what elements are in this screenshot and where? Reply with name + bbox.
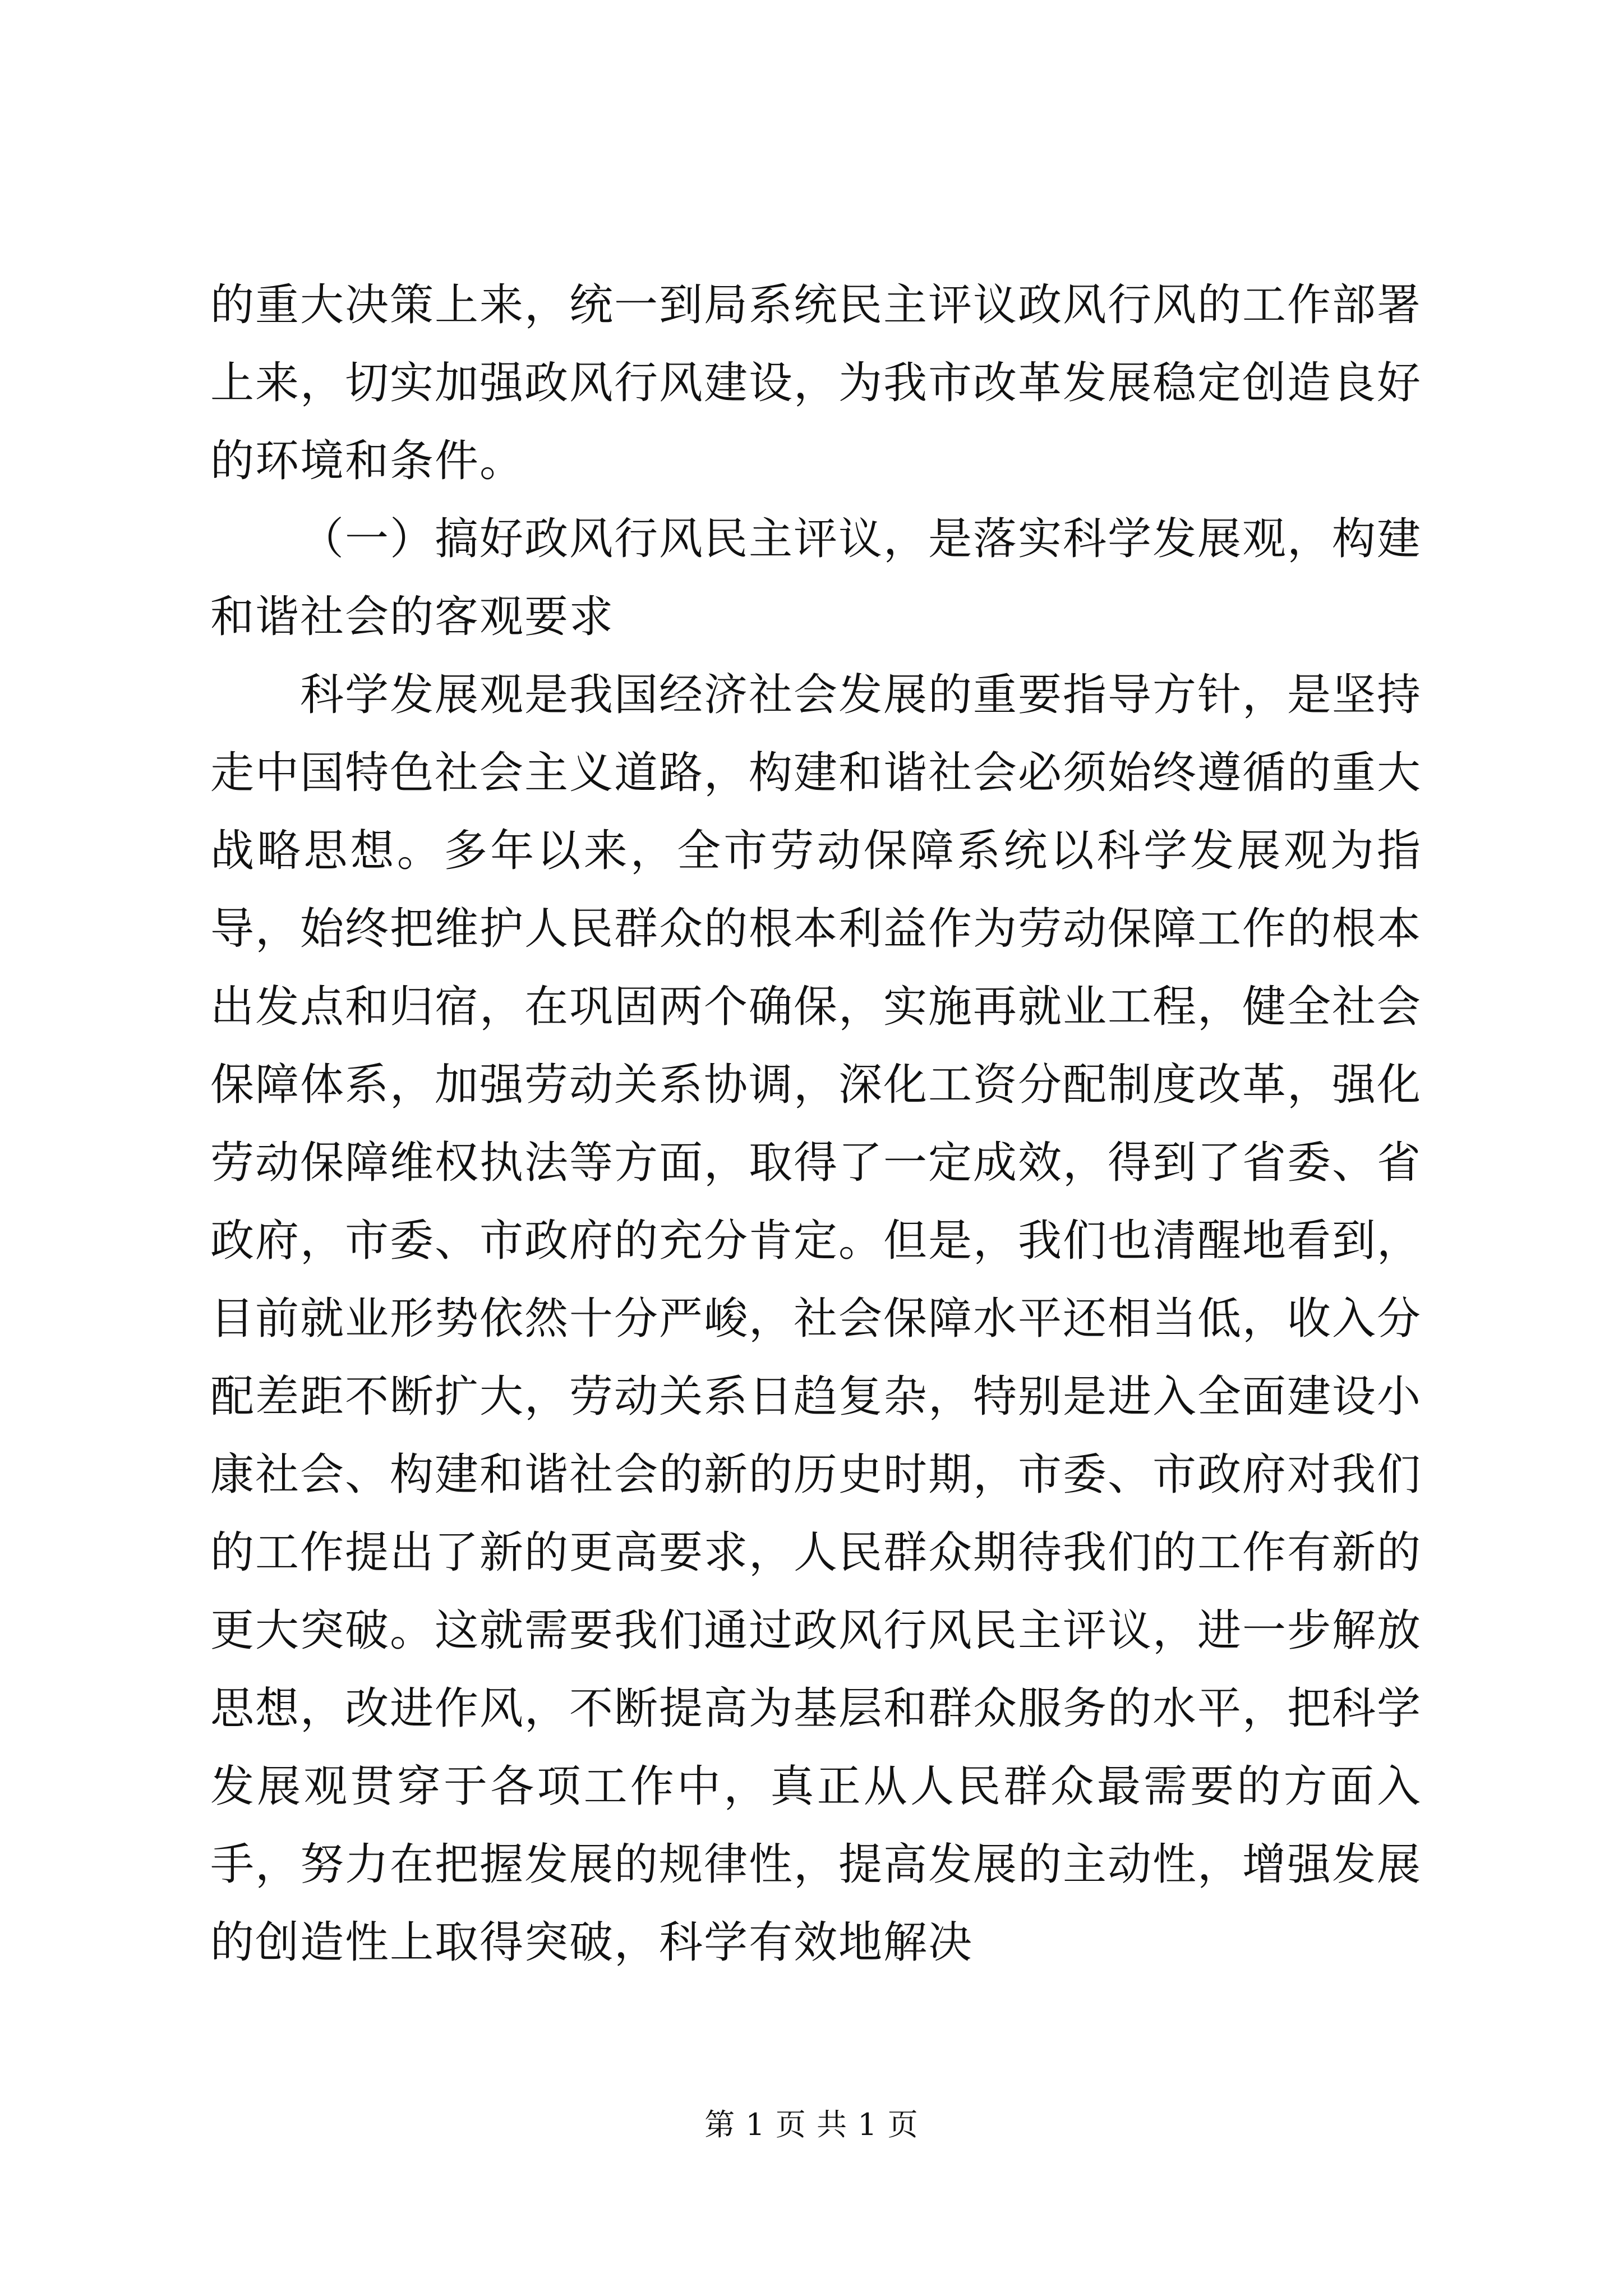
page-number-label: 第 1 页 共 1 页 bbox=[704, 2107, 919, 2142]
section-heading: （一）搞好政风行风民主评议，是落实科学发展观，构建和谐社会的客观要求 bbox=[210, 514, 1422, 642]
paragraph-continuation: 的重大决策上来，统一到局系统民主评议政风行风的工作部署上来，切实加强政风行风建设，为我市改革发展稳定创造良好的环境和条件。 bbox=[210, 280, 1422, 486]
document-body bbox=[210, 266, 1422, 1982]
page-footer bbox=[0, 2101, 1623, 2144]
paragraph-body: 科学发展观是我国经济社会发展的重要指导方针，是坚持走中国特色社会主义道路，构建和谐社会必须始终遵循的重大战略思想。多年以来，全市劳动保障系统以科学发展观为指导，始终把维护人民群众的根本利益作为劳动保障工作的根本出发点和归宿，在巩固两个确保，实施再就业工程，健全社会保障体系，加强劳动关系协调，深化工资分配制度改革，强化劳动保障维权执法等方面，取得了一定成效，得到了省委、省政府，市委、市政府的充分肯定。但是，我们也清醒地看到，目前就业形势依然十分严峻，社会保障水平还相当低，收入分配差距不断扩大，劳动关系日趋复杂，特别是进入全面建设小康社会、构建和谐社会的新的历史时期，市委、市政府对我们的工作提出了新的更高要求，人民群众期待我们的工作有新的更大突破。这就需要我们通过政风行风民主评议，进一步解放思想，改进作风，不断提高为基层和群众服务的水平，把科学发展观贯穿于各项工作中，真正从人民群众最需要的方面入手，努力在把握发展的规律性，提高发展的主动性，增强发展的创造性上取得突破，科学有效地解决 bbox=[210, 670, 1422, 1968]
